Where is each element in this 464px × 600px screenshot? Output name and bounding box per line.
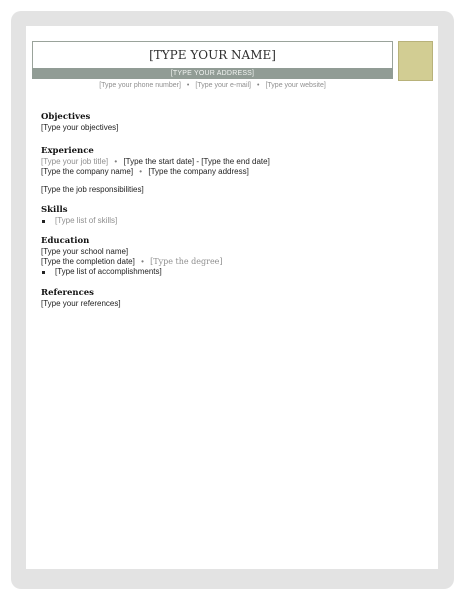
phone-field[interactable]: [Type your phone number] bbox=[99, 82, 181, 89]
school-field[interactable]: [Type your school name] bbox=[41, 247, 129, 256]
skills-section bbox=[41, 205, 421, 226]
experience-dates-line bbox=[41, 157, 421, 167]
objectives-section bbox=[41, 112, 421, 133]
bullet-separator: • bbox=[141, 257, 144, 266]
education-date-line bbox=[41, 257, 421, 267]
website-field[interactable]: [Type your website] bbox=[265, 82, 326, 89]
bullet-separator: • bbox=[139, 167, 143, 176]
references-field[interactable]: [Type your references] bbox=[41, 299, 121, 308]
references-heading: References bbox=[41, 288, 94, 298]
experience-company-line bbox=[41, 167, 421, 177]
contact-separator: • bbox=[257, 82, 260, 89]
responsibilities-field[interactable]: [Type the job responsibilities] bbox=[41, 185, 144, 194]
company-address-field[interactable]: [Type the company address] bbox=[148, 167, 249, 176]
name-field[interactable] bbox=[32, 41, 393, 68]
objectives-text[interactable]: [Type your objectives] bbox=[41, 123, 119, 132]
contact-line bbox=[32, 81, 393, 90]
bullet-separator: • bbox=[114, 157, 118, 166]
end-date-field[interactable]: [Type the end date] bbox=[201, 157, 270, 166]
bullet-icon bbox=[42, 220, 45, 223]
degree-field[interactable]: [Type the degree] bbox=[150, 257, 223, 266]
job-title-field[interactable]: [Type your job title] bbox=[41, 157, 109, 166]
accomplishments-field[interactable]: [Type list of accomplishments] bbox=[55, 267, 162, 276]
list-item bbox=[41, 267, 421, 277]
skills-field[interactable]: [Type list of skills] bbox=[55, 216, 118, 225]
contact-separator: • bbox=[186, 82, 190, 89]
accent-square bbox=[398, 41, 433, 81]
education-section bbox=[41, 236, 421, 277]
resume-body bbox=[41, 112, 421, 309]
address-text: [TYPE YOUR ADDRESS] bbox=[170, 70, 255, 77]
list-item bbox=[41, 216, 421, 226]
experience-section bbox=[41, 146, 421, 195]
date-dash: - bbox=[196, 157, 200, 166]
email-field[interactable]: [Type your e-mail] bbox=[195, 82, 252, 89]
company-name-field[interactable]: [Type the company name] bbox=[41, 167, 134, 176]
objectives-heading: Objectives bbox=[41, 112, 91, 122]
references-section bbox=[41, 288, 421, 309]
experience-heading: Experience bbox=[41, 146, 94, 156]
start-date-field[interactable]: [Type the start date] bbox=[123, 157, 195, 166]
education-heading: Education bbox=[41, 236, 90, 246]
bullet-icon bbox=[42, 271, 45, 274]
skills-heading: Skills bbox=[41, 205, 68, 215]
name-text: [TYPE YOUR NAME] bbox=[149, 48, 276, 62]
address-bar[interactable] bbox=[32, 68, 393, 79]
completion-date-field[interactable]: [Type the completion date] bbox=[41, 257, 135, 266]
